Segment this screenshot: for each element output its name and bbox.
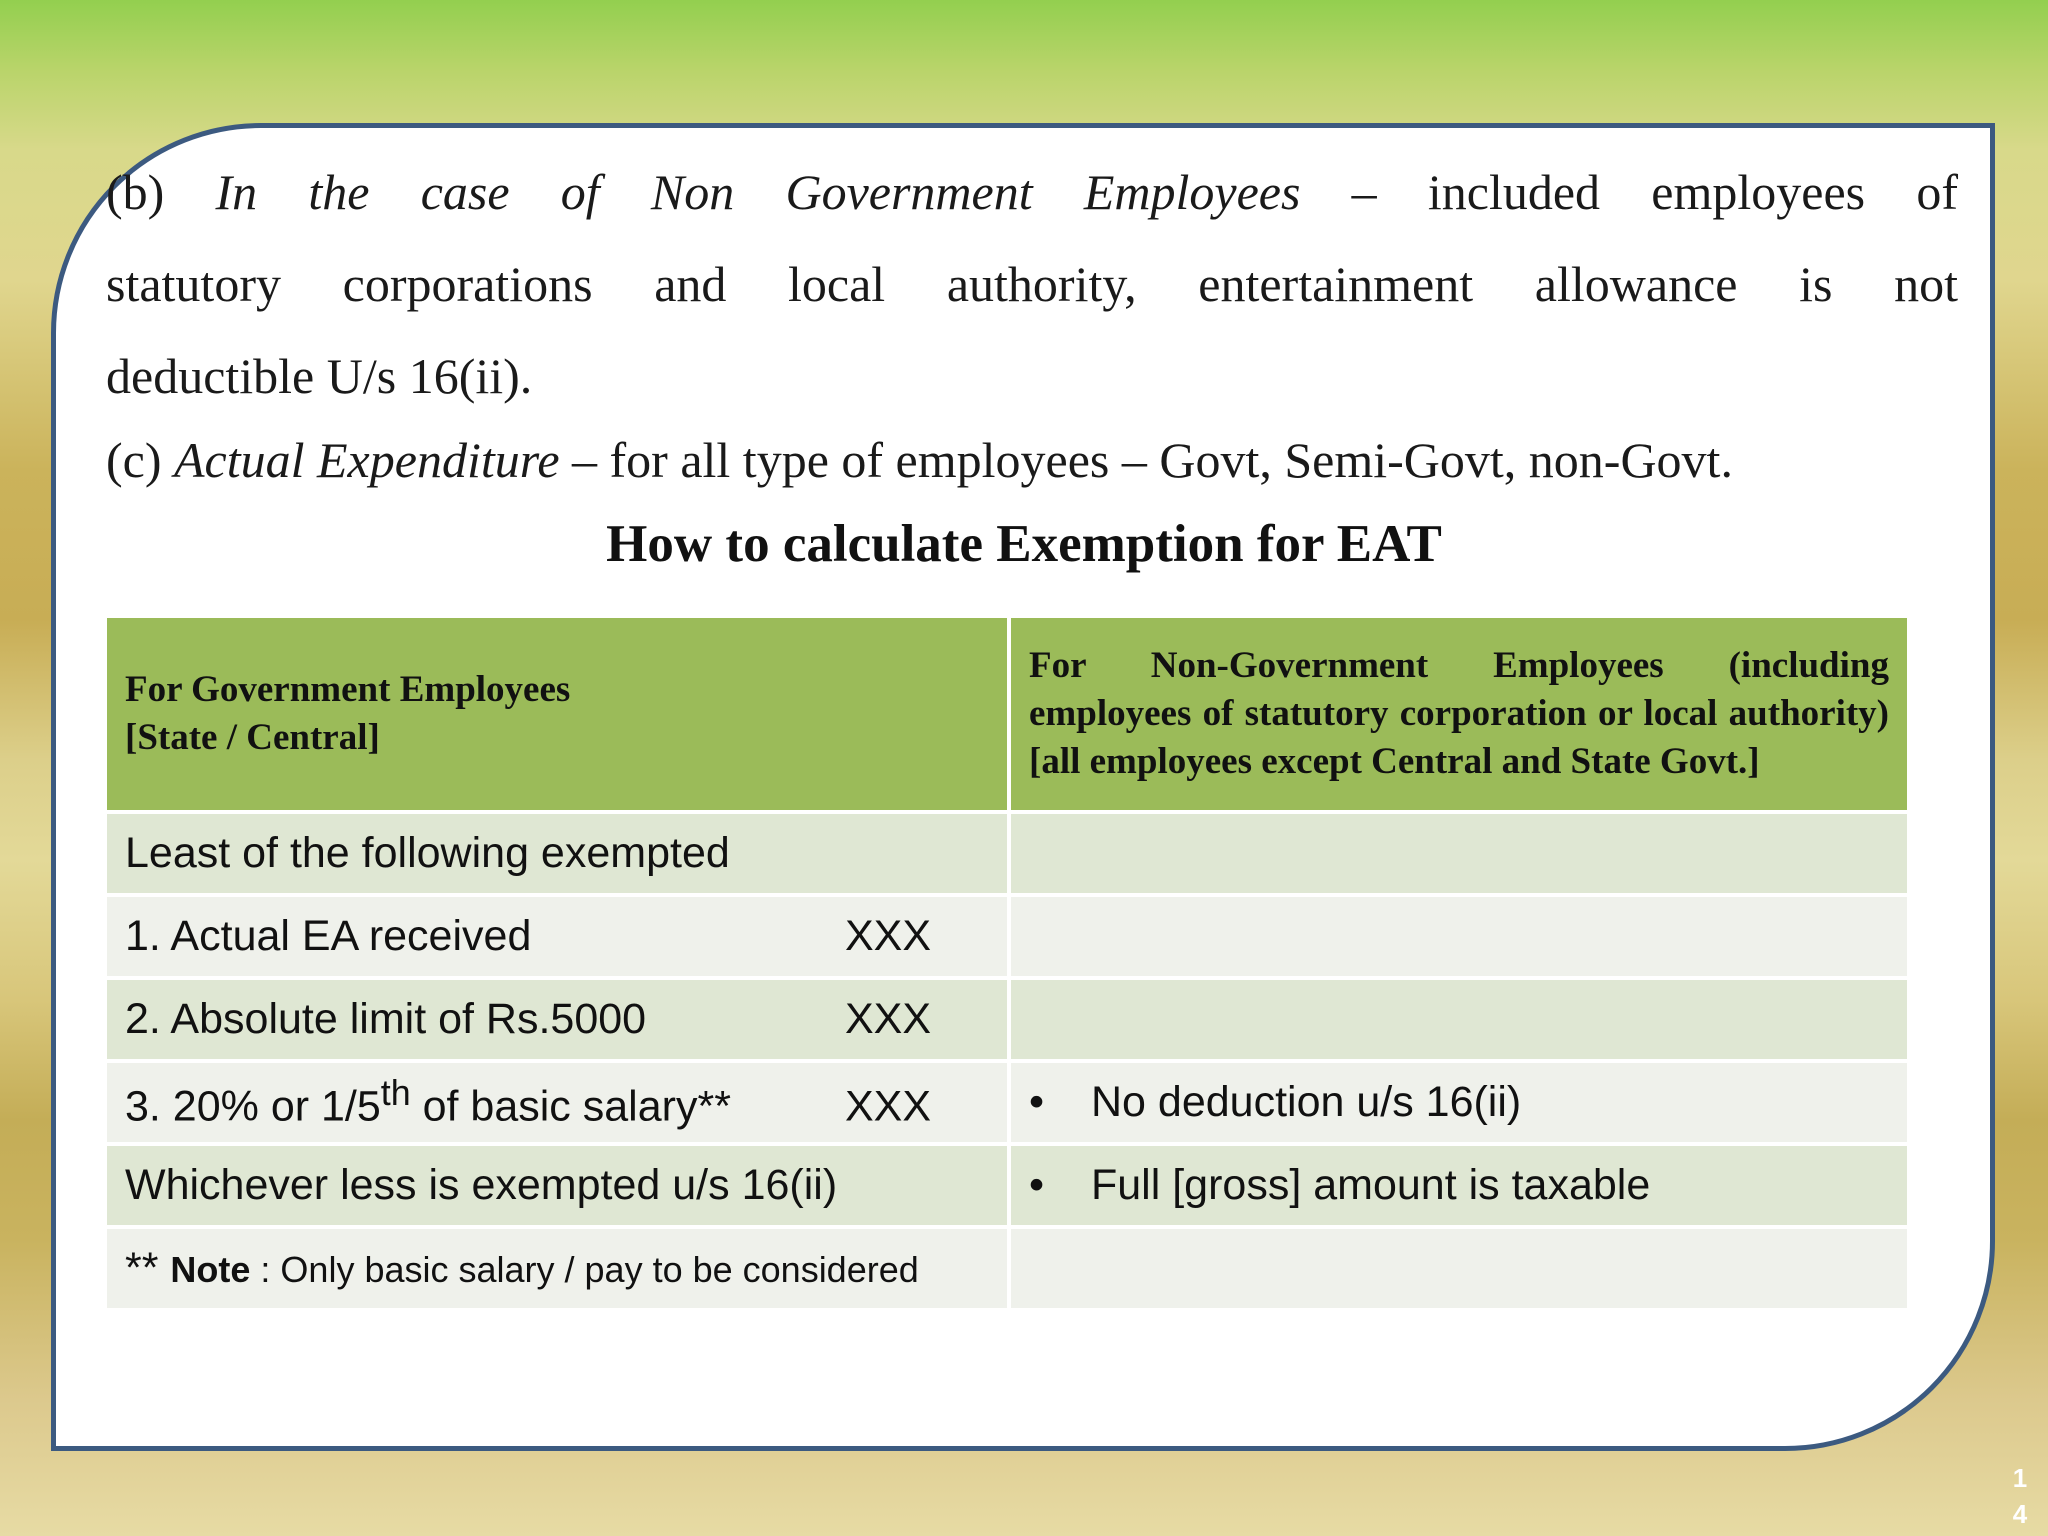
row-right-cell bbox=[1011, 1229, 1907, 1308]
row-left-cell bbox=[107, 814, 1007, 893]
row-left-cell bbox=[107, 1146, 1007, 1225]
page-number-digit-2: 4 bbox=[2012, 1499, 2028, 1529]
paragraph-c bbox=[106, 424, 1958, 496]
bullet-icon: • bbox=[1029, 1161, 1045, 1209]
row-right-text: Full [gross] amount is taxable bbox=[1091, 1161, 1651, 1209]
paragraph-b-prefix: (b) bbox=[106, 164, 216, 220]
paragraph-b-italic: In the case of Non Government Employees bbox=[215, 164, 1301, 220]
row-right-cell bbox=[1011, 814, 1907, 893]
table-note-row bbox=[107, 1229, 1907, 1308]
row-label-pre: 3. 20% or 1/5 bbox=[125, 1082, 381, 1131]
header-non-government: For Non-Government Employees (including employees of statutory corporation or local authority) [all employees except Central and State Govt.] bbox=[1011, 618, 1907, 810]
header-government bbox=[107, 618, 1007, 810]
table-row bbox=[107, 1063, 1907, 1142]
note-label: Note bbox=[170, 1249, 251, 1290]
table-row bbox=[107, 1146, 1907, 1225]
header-government-line2: [State / Central] bbox=[125, 717, 380, 758]
paragraph-b-line2: statutory corporations and local authority, entertainment allowance is not bbox=[106, 256, 1958, 312]
table-header-row bbox=[107, 618, 1907, 810]
table-row bbox=[107, 814, 1907, 893]
paragraph-b-line3: deductible U/s 16(ii). bbox=[106, 348, 533, 404]
table-row bbox=[107, 980, 1907, 1059]
paragraph-c-prefix: (c) bbox=[106, 432, 174, 488]
row-label: 1. Actual EA received bbox=[125, 912, 532, 960]
row-label: Whichever less is exempted u/s 16(ii) bbox=[125, 1161, 838, 1209]
paragraph-b bbox=[106, 146, 1958, 422]
row-label-sup: th bbox=[380, 1073, 411, 1114]
row-right-cell bbox=[1011, 980, 1907, 1059]
row-value: XXX bbox=[845, 995, 932, 1043]
bullet-icon: • bbox=[1029, 1078, 1045, 1126]
row-label: Least of the following exempted bbox=[125, 829, 730, 877]
row-right-cell bbox=[1011, 1146, 1907, 1225]
row-right-text: No deduction u/s 16(ii) bbox=[1091, 1078, 1522, 1126]
section-heading: How to calculate Exemption for EAT bbox=[606, 515, 1442, 573]
note-text: : Only basic salary / pay to be considered bbox=[250, 1249, 919, 1290]
row-label-post: of basic salary** bbox=[410, 1082, 731, 1131]
row-label bbox=[125, 1073, 845, 1131]
paragraph-c-rest: – for all type of employees – Govt, Semi-Govt, non-Govt. bbox=[559, 432, 1733, 488]
row-value: XXX bbox=[845, 912, 932, 960]
row-right-cell bbox=[1011, 897, 1907, 976]
page-number bbox=[2010, 1460, 2030, 1532]
paragraph-c-italic: Actual Expenditure bbox=[174, 432, 560, 488]
note-stars: ** bbox=[125, 1244, 171, 1292]
row-left-cell bbox=[107, 980, 1007, 1059]
row-label: 2. Absolute limit of Rs.5000 bbox=[125, 995, 647, 1043]
note-cell bbox=[107, 1229, 1007, 1308]
exemption-table bbox=[103, 614, 1911, 1312]
table-row bbox=[107, 897, 1907, 976]
row-right-cell bbox=[1011, 1063, 1907, 1142]
page-number-digit-1: 1 bbox=[2012, 1463, 2028, 1493]
row-left-cell bbox=[107, 897, 1007, 976]
paragraph-b-rest: – included employees of bbox=[1300, 164, 1958, 220]
row-left-cell bbox=[107, 1063, 1007, 1142]
row-value: XXX bbox=[845, 1082, 932, 1131]
header-government-line1: For Government Employees bbox=[125, 669, 571, 710]
